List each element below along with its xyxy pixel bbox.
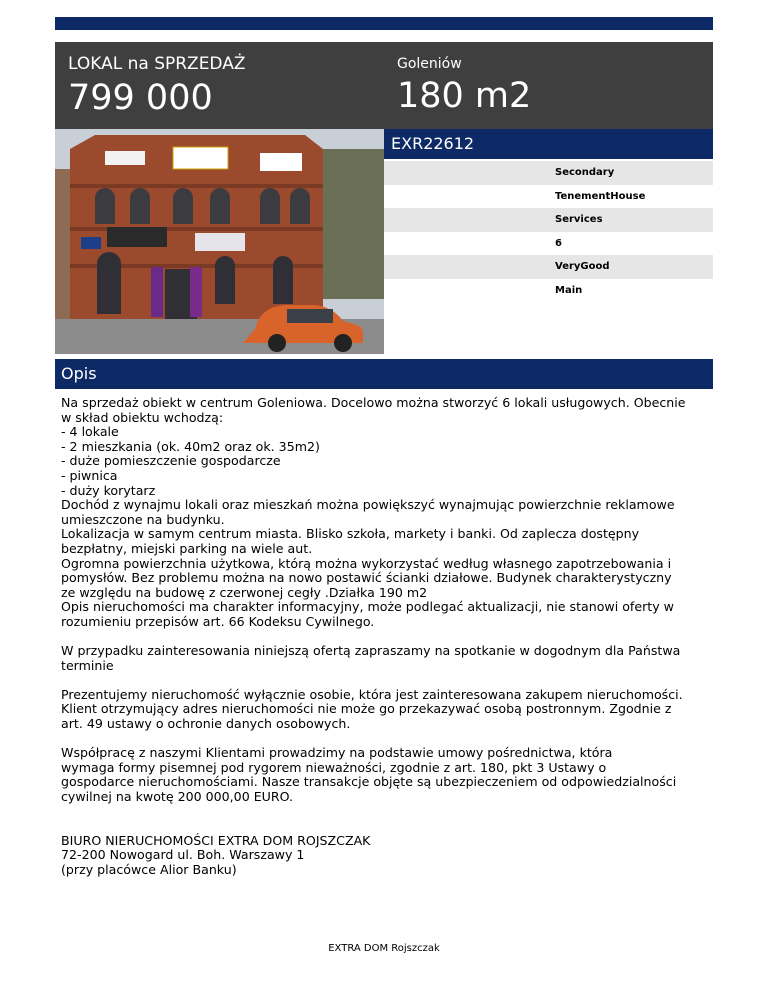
description-line: cywilnej na kwotę 200 000,00 EURO. <box>61 789 294 805</box>
description-line: bezpłatny, miejski parking na wiele aut. <box>61 540 313 556</box>
description-body <box>61 396 713 877</box>
description-line: art. 49 ustawy o ochronie danych osobowych. <box>61 716 351 732</box>
description-heading: Opis <box>55 359 713 389</box>
agency-name: BIURO NIERUCHOMOŚCI EXTRA DOM ROJSZCZAK <box>61 832 371 848</box>
attribute-count: 6 <box>555 237 562 249</box>
agency-terms <box>61 746 713 804</box>
description-line: Dochód z wynajmu lokali oraz mieszkań można powiększyć wynajmując powierzchnie reklamowe <box>61 497 675 513</box>
description-line: - 2 mieszkania (ok. 40m2 oraz ok. 35m2) <box>61 438 320 454</box>
property-photo <box>55 129 384 354</box>
listing-city: Goleniów <box>397 56 462 72</box>
property-attributes <box>384 161 713 303</box>
attribute-market: Secondary <box>384 161 713 185</box>
description-line: pomysłów. Bez problemu można na nowo postawić ścianki działowe. Budynek charakterystyczny <box>61 570 672 586</box>
description-line: ze względu na budowę z czerwonej cegły .Działka 190 m2 <box>61 584 428 600</box>
listing-summary <box>68 54 246 118</box>
listing-area: 180 m2 <box>397 76 532 116</box>
page-footer: EXTRA DOM Rojszczak <box>328 943 440 954</box>
attribute-location: Main <box>555 284 583 296</box>
description-paragraph <box>61 396 713 630</box>
description-line: - duże pomieszczenie gospodarcze <box>61 453 281 469</box>
description-line: Klient otrzymujący adres nieruchomości nie może go przekazywać osobą postronnym. Zgodnie z <box>61 701 672 717</box>
attribute-condition: VeryGood <box>384 255 713 279</box>
description-line: rozumieniu przepisów art. 66 Kodeksu Cywilnego. <box>61 613 375 629</box>
listing-price: 799 000 <box>68 78 213 118</box>
description-line: Lokalizacja w samym centrum miasta. Blisko szkoła, markety i banki. Od zaplecza dostępny <box>61 526 640 542</box>
description-line: Współpracę z naszymi Klientami prowadzimy na podstawie umowy pośrednictwa, która <box>61 745 613 761</box>
description-line: Opis nieruchomości ma charakter informacyjny, może podlegać aktualizacji, nie stanowi oferty w <box>61 599 674 615</box>
description-line: Ogromna powierzchnia użytkowa, którą można wykorzystać według własnego zapotrzebowania i <box>61 555 672 571</box>
description-line: - duży korytarz <box>61 482 156 498</box>
description-line: - piwnica <box>61 467 118 483</box>
contact-invitation <box>61 644 713 673</box>
description-line: W przypadku zainteresowania niniejszą ofertą zapraszamy na spotkanie w dogodnym dla Państwa <box>61 643 681 659</box>
listing-location <box>397 54 531 116</box>
description-line: terminie <box>61 657 114 673</box>
reference-number: EXR22612 <box>384 129 713 159</box>
top-accent-bar <box>55 17 713 30</box>
attribute-building-type: TenementHouse <box>555 190 646 202</box>
description-line: gospodarce nieruchomościami. Nasze transakcje objęte są ubezpieczeniem od odpowiedzialności <box>61 774 677 790</box>
description-line: wymaga formy pisemnej pod rygorem nieważności, zgodnie z art. 180, pkt 3 Ustawy o <box>61 759 607 775</box>
description-line: - 4 lokale <box>61 424 119 440</box>
agency-address-note: (przy placówce Alior Banku) <box>61 861 237 877</box>
description-line: Na sprzedaż obiekt w centrum Goleniowa. Docelowo można stworzyć 6 lokali usługowych. Obecnie <box>61 395 686 410</box>
listing-type: LOKAL na SPRZEDAŻ <box>68 54 246 74</box>
listing-header <box>55 42 713 129</box>
description-line: umieszczone na budynku. <box>61 511 225 527</box>
description-line: w skład obiektu wchodzą: <box>61 409 224 425</box>
description-line: Prezentujemy nieruchomość wyłącznie osobie, która jest zainteresowana zakupem nieruchomości. <box>61 686 683 702</box>
agency-contact <box>61 834 713 878</box>
attribute-purpose: Services <box>384 208 713 232</box>
privacy-notice <box>61 688 713 732</box>
agency-address: 72-200 Nowogard ul. Boh. Warszawy 1 <box>61 847 305 863</box>
